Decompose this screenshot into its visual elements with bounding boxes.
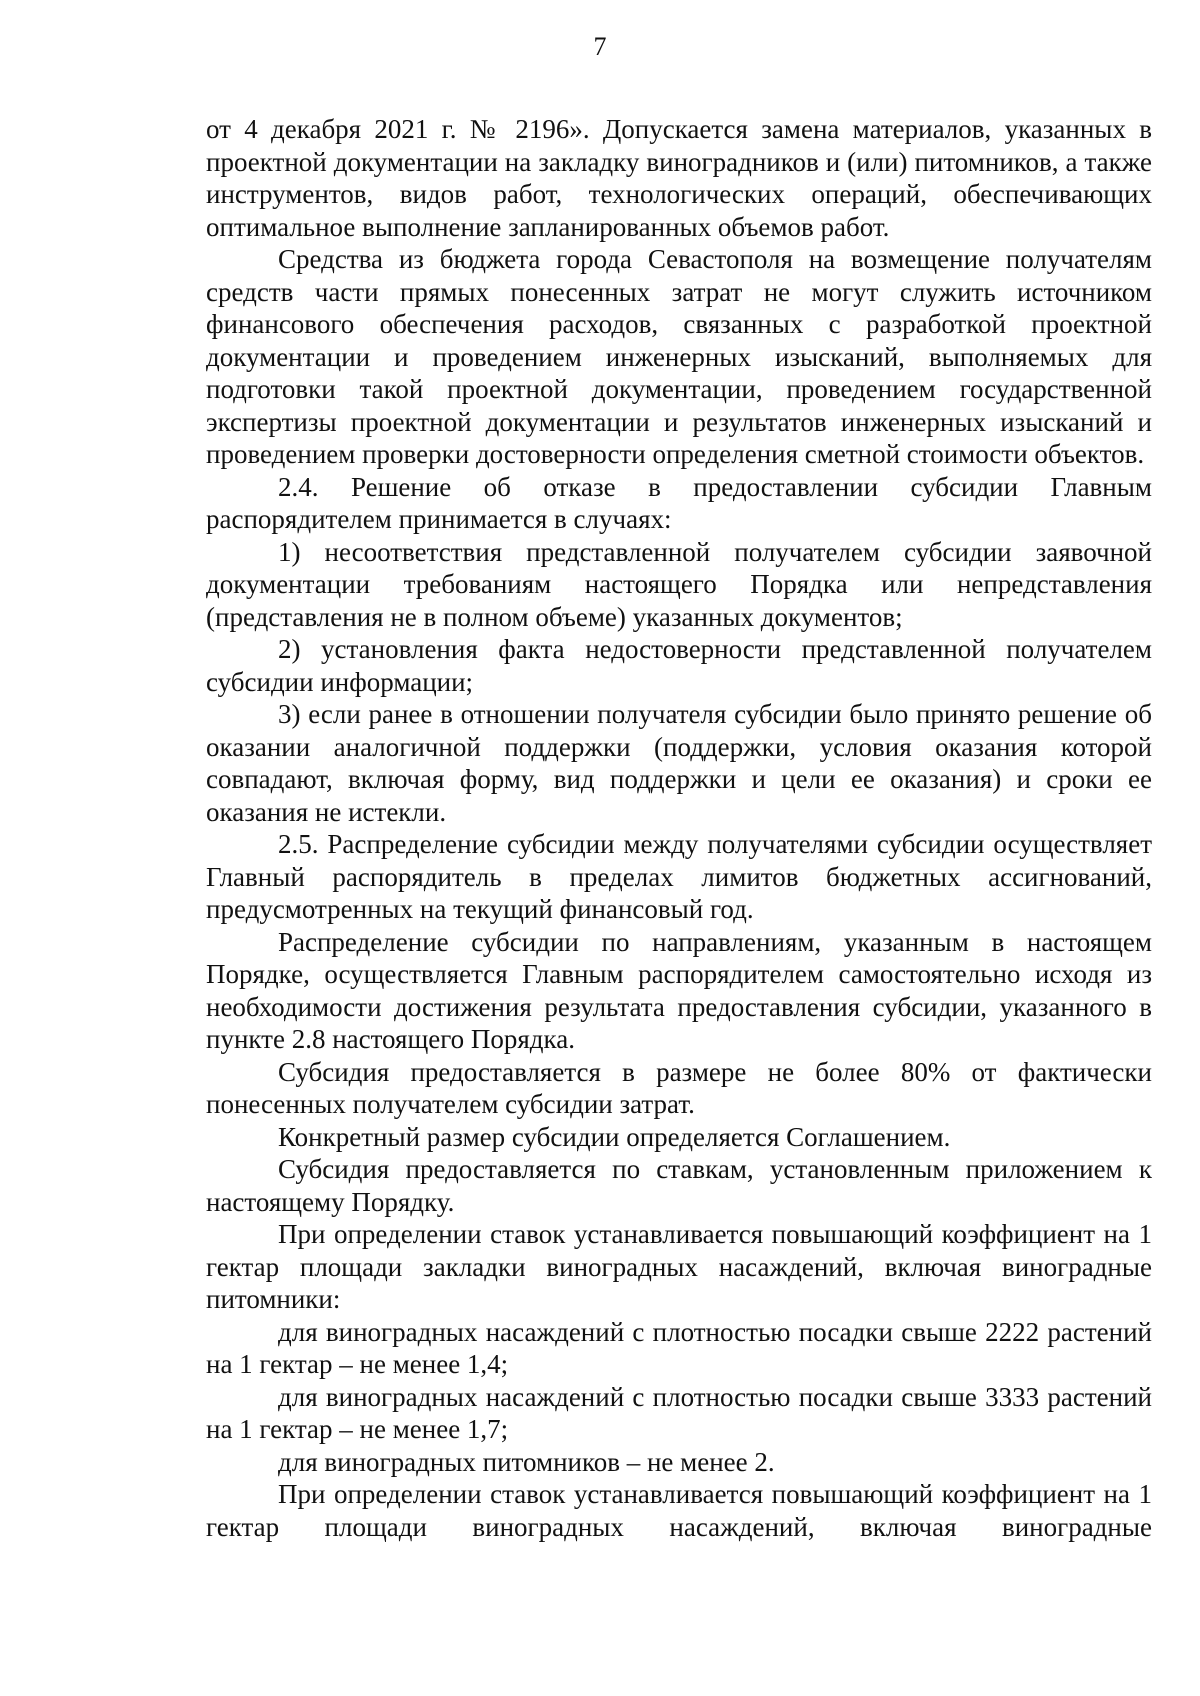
paragraph-coefficient-vineyards: При определении ставок устанавливается повышающий коэффициент на 1 гектар площади виноградных насаждений, включая виноградные [206, 1479, 1152, 1542]
paragraph-rates-appendix: Субсидия предоставляется по ставкам, установленным приложением к настоящему Порядку. [206, 1154, 1152, 1217]
coefficient-item-2222: для виноградных насаждений с плотностью посадки свыше 2222 растений на 1 гектар – не менее 1,4; [206, 1316, 1152, 1379]
paragraph-continuation: от 4 декабря 2021 г. № 2196». Допускается замена материалов, указанных в проектной документации на закладку виноградников и (или) питомников, а также инструментов, видов работ, технологических операций, обеспечивающих оптимальное выполнение запланированных объемов работ. [206, 114, 1152, 242]
coefficient-item-3333: для виноградных насаждений с плотностью посадки свыше 3333 растений на 1 гектар – не менее 1,7; [206, 1381, 1152, 1444]
paragraph-distribution-directions: Распределение субсидии по направлениям, указанным в настоящем Порядке, осуществляется Главным распорядителем самостоятельно исходя из необходимости достижения результата предоставления субсидии, указанного в пункте 2.8 настоящего Порядка. [206, 926, 1152, 1054]
paragraph-2-4-refusal: 2.4. Решение об отказе в предоставлении субсидии Главным распорядителем принимается в случаях: [206, 471, 1152, 534]
paragraph-budget-funds: Средства из бюджета города Севастополя на возмещение получателям средств части прямых понесенных затрат не могут служить источником финансового обеспечения расходов, связанных с разработкой проектной документации и проведением инженерных изысканий, выполняемых для подготовки такой проектной документации, проведением государственной экспертизы проектной документации и результатов инженерных изысканий и проведением проверки достоверности определения сметной стоимости объектов. [206, 244, 1152, 469]
paragraph-2-5-distribution: 2.5. Распределение субсидии между получателями субсидии осуществляет Главный распорядитель в пределах лимитов бюджетных ассигнований, предусмотренных на текущий финансовый год. [206, 829, 1152, 924]
paragraph-subsidy-80-percent: Субсидия предоставляется в размере не более 80% от фактически понесенных получателем субсидии затрат. [206, 1056, 1152, 1119]
document-body [206, 113, 1152, 1543]
coefficient-item-nurseries: для виноградных питомников – не менее 2. [278, 1446, 775, 1477]
paragraph-agreement-size: Конкретный размер субсидии определяется Соглашением. [278, 1121, 951, 1152]
paragraph-coefficient-planting: При определении ставок устанавливается повышающий коэффициент на 1 гектар площади закладки виноградных насаждений, включая виноградные питомники: [206, 1219, 1152, 1314]
page-number: 7 [593, 32, 607, 61]
list-item-2: 2) установления факта недостоверности представленной получателем субсидии информации; [206, 634, 1152, 697]
list-item-3: 3) если ранее в отношении получателя субсидии было принято решение об оказании аналогичной поддержки (поддержки, условия оказания которой совпадают, включая форму, вид поддержки и цели ее оказания) и сроки ее оказания не истекли. [206, 699, 1152, 827]
list-item-1: 1) несоответствия представленной получателем субсидии заявочной документации требованиям настоящего Порядка или непредставления (представления не в полном объеме) указанных документов; [206, 536, 1152, 632]
